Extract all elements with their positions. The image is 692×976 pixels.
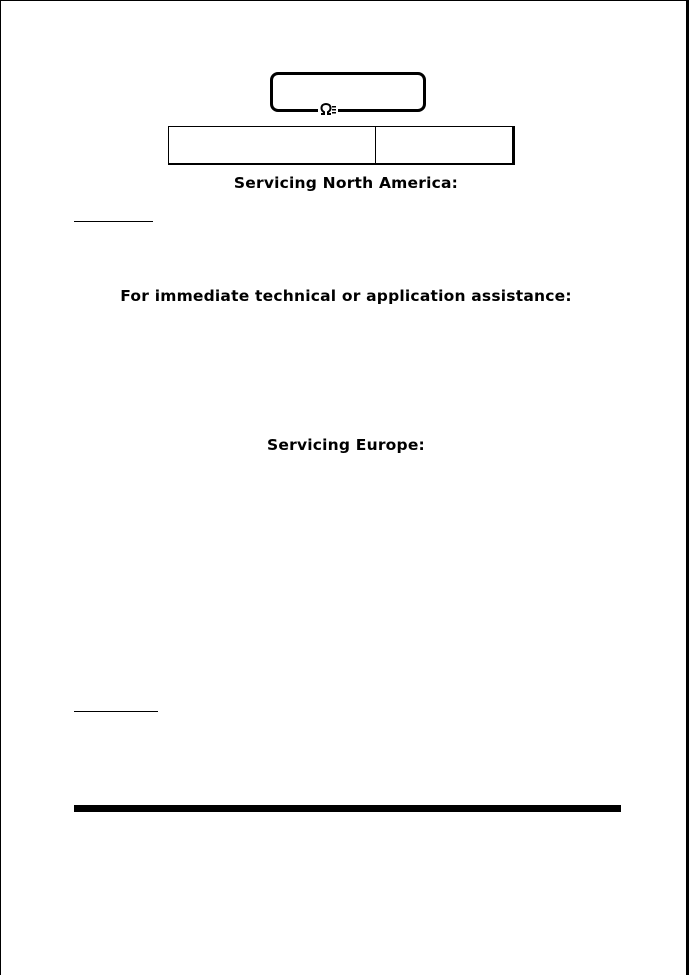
omega-logo-icon [318, 103, 338, 117]
footer-divider [74, 805, 621, 812]
section-rule [74, 711, 158, 712]
header-cell-right [376, 127, 512, 163]
heading-servicing-north-america: Servicing North America: [233, 174, 459, 192]
heading-servicing-europe: Servicing Europe: [267, 436, 425, 454]
header-cell-left [169, 127, 376, 163]
logo-frame [270, 72, 426, 112]
section-rule [74, 221, 153, 222]
header-info-table [168, 126, 515, 165]
heading-technical-assistance: For immediate technical or application assistance: [120, 287, 572, 305]
